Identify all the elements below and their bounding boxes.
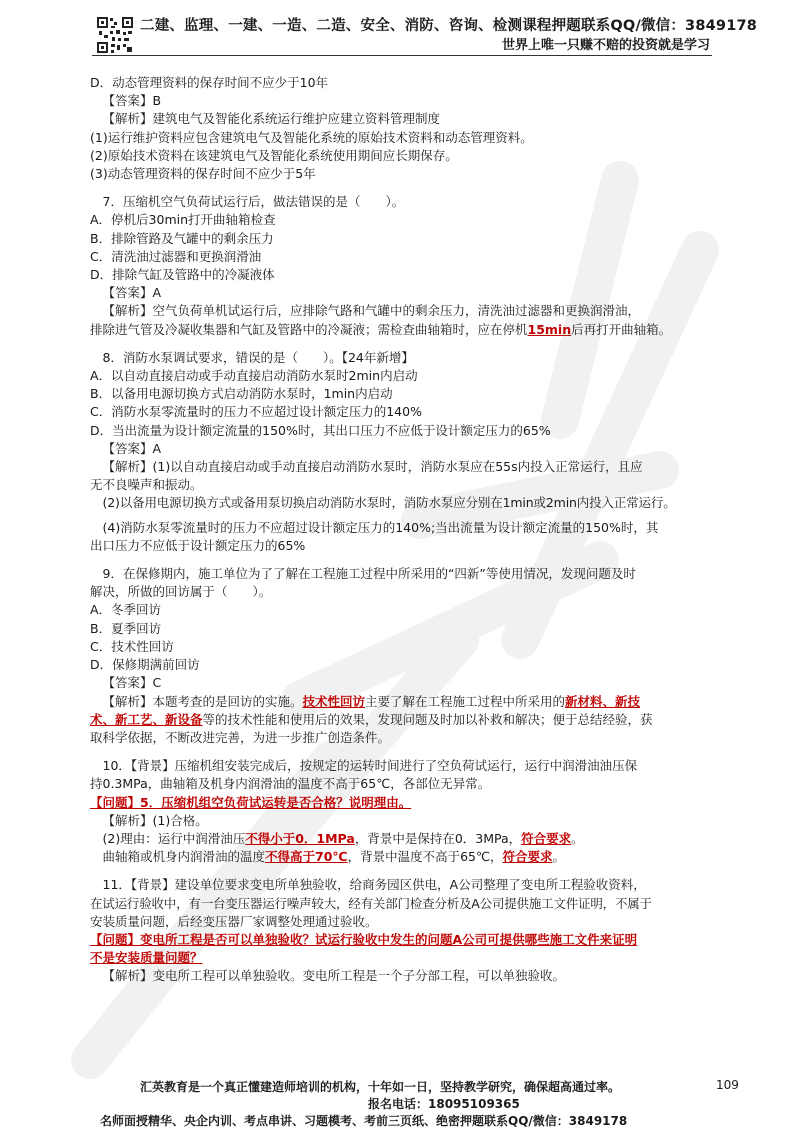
q10-analysis-3: 曲轴箱或机身内润滑油的温度不得高于70℃，背景中温度不高于65℃，符合要求。	[102, 849, 566, 865]
q9-explanation-3: 取科学依据，不断改进完善，为进一步推广创造条件。	[90, 729, 391, 745]
q9-answer: 【答案】C	[102, 675, 162, 691]
q6-explanation-2: (1)运行维护资料应包含建筑电气及智能化系统的原始技术资料和动态管理资料。	[90, 129, 533, 145]
q9-option-c: C．技术性回访	[90, 638, 174, 654]
header-slogan: 世界上唯一只赚不赔的投资就是学习	[501, 38, 710, 53]
page-content	[90, 74, 740, 986]
q8-option-b: B．以备用电源切换方式启动消防水泵时，1min内启动	[90, 386, 393, 402]
header-divider	[92, 55, 712, 56]
q8-explanation-4: (4)消防水泵零流量时的压力不应超过设计额定压力的140%;当出流量为设计额定流量的150%时，其	[102, 519, 659, 535]
q11-background-3: 安装质量问题，后经变压器厂家调整处理通过验收。	[90, 913, 378, 929]
page-footer	[0, 1074, 800, 1132]
q11-question-2: 不是安装质量问题？	[90, 950, 203, 966]
q8-explanation-3: (2)以备用电源切换方式或备用泵切换启动消防水泵时，消防水泵应分别在1min或2min内投入正常运行。	[102, 495, 676, 511]
q8-answer: 【答案】A	[102, 440, 162, 456]
q8-explanation-5: 出口压力不应低于设计额定压力的65%	[90, 537, 306, 553]
q10-key-conform-2: 符合要求	[502, 849, 553, 865]
q9-key-four-new-1: 新材料、新技	[565, 693, 641, 709]
q9-key-four-new-2: 术、新工艺、新设备	[90, 711, 203, 727]
header-title: 二建、监理、一建、一造、二造、安全、消防、咨询、检测课程押题联系QQ/微信：3849178	[140, 18, 758, 34]
q8-explanation-1: 【解析】(1)以自动直接启动或手动直接启动消防水泵时，消防水泵应在55s内投入正常运行，且应	[102, 459, 643, 475]
q6-explanation-4: (3)动态管理资料的保存时间不应少于5年	[90, 166, 316, 182]
q11-analysis: 【解析】变电所工程可以单独验收。变电所工程是一个子分部工程，可以单独验收。	[102, 968, 566, 984]
page-number: 109	[716, 1078, 739, 1092]
q10-background-2: 持0.3MPa，曲轴箱及机身内润滑油的温度不高于65℃，各部位无异常。	[90, 776, 491, 792]
q8-explanation-2: 无不良噪声和振动。	[90, 477, 203, 493]
q10-analysis-1: 【解析】(1)合格。	[102, 812, 208, 828]
q10-analysis-2: (2)理由：运行中润滑油压不得小于0．1MPa，背景中是保持在0．3MPa，符合要求。	[102, 830, 584, 846]
q9-option-d: D．保修期满前回访	[90, 657, 200, 673]
footer-intro: 汇英教育是一个真正懂建造师培训的机构，十年如一日，坚持教学研究，确保超高通过率。	[140, 1080, 621, 1094]
page-header	[0, 0, 800, 68]
q7-option-c: C．清洗油过滤器和更换润滑油	[90, 248, 262, 264]
q10-background-1: 10．【背景】压缩机组安装完成后，按规定的运转时间进行了空负荷试运行，运行中润滑油油压保	[102, 758, 638, 774]
qr-code-icon	[96, 16, 134, 54]
q11-question-1: 【问题】变电所工程是否可以单独验收？试运行验收中发生的问题A公司可提供哪些施工文件来证明	[90, 931, 638, 947]
q7-option-d: D．排除气缸及管路中的冷凝液体	[90, 267, 275, 283]
q7-explanation-2: 排除进气管及冷凝收集器和气缸及管路中的冷凝液；需检查曲轴箱时，应在停机15min后再打开曲轴箱。	[90, 321, 672, 337]
q9-stem-2: 解决，所做的回访属于（ ）。	[90, 584, 272, 600]
q10-key-temperature: 不得高于70℃	[265, 849, 348, 865]
q9-option-a: A．冬季回访	[90, 602, 162, 618]
q6-explanation-3: (2)原始技术资料在该建筑电气及智能化系统使用期间应长期保存。	[90, 147, 458, 163]
footer-contact: 名师面授精华、央企内训、考点串讲、习题模考、考前三页纸、绝密押题联系QQ/微信：3849178	[100, 1114, 628, 1128]
q7-option-a: A．停机后30min打开曲轴箱检查	[90, 212, 276, 228]
q9-key-term: 技术性回访	[302, 693, 366, 709]
q11-background-2: 在试运行验收中，有一台变压器运行噪声较大，经有关部门检查分析及A公司提供施工文件证明，不属于	[90, 895, 652, 911]
q9-explanation-2: 术、新工艺、新设备等的技术性能和使用后的效果，发现问题及时加以补救和解决；便于总结经验，获	[90, 711, 653, 727]
q8-stem: 8．消防水泵调试要求，错误的是（ ）。【24年新增】	[102, 349, 414, 365]
q9-stem-1: 9．在保修期内，施工单位为了了解在工程施工过程中所采用的“四新”等使用情况，发现问题及时	[102, 566, 636, 582]
q7-option-b: B．排除管路及气罐中的剩余压力	[90, 230, 274, 246]
q9-option-b: B．夏季回访	[90, 620, 162, 636]
q8-option-a: A．以自动直接启动或手动直接启动消防水泵时2min内启动	[90, 368, 418, 384]
footer-phone: 报名电话：18095109365	[368, 1097, 520, 1111]
q7-stem: 7．压缩机空气负荷试运行后，做法错误的是（ ）。	[102, 194, 405, 210]
q7-explanation-1: 【解析】空气负荷单机试运行后，应排除气路和气罐中的剩余压力，清洗油过滤器和更换润滑油，	[102, 303, 641, 319]
q7-key-time: 15min	[527, 321, 572, 337]
q7-answer: 【答案】A	[102, 285, 162, 301]
q10-question: 【问题】5．压缩机组空负荷试运转是否合格？说明理由。	[90, 794, 412, 810]
q6-option-d: D．动态管理资料的保存时间不应少于10年	[90, 75, 329, 90]
q6-explanation-1: 【解析】建筑电气及智能化系统运行维护应建立资料管理制度	[102, 111, 441, 127]
q8-option-c: C．消防水泵零流量时的压力不应超过设计额定压力的140%	[90, 404, 422, 420]
q10-key-conform-1: 符合要求	[521, 830, 572, 846]
q9-explanation-1: 【解析】本题考查的是回访的实施。技术性回访主要了解在工程施工过程中所采用的新材料、新技	[102, 693, 641, 709]
q11-background-1: 11．【背景】建设单位要求变电所单独验收，给商务园区供电，A公司整理了变电所工程验收资料，	[102, 877, 646, 893]
q6-answer: 【答案】B	[102, 93, 162, 109]
q8-option-d: D．当出流量为设计额定流量的150%时，其出口压力不应低于设计额定压力的65%	[90, 422, 551, 438]
q10-key-pressure: 不得小于0．1MPa	[245, 830, 355, 846]
